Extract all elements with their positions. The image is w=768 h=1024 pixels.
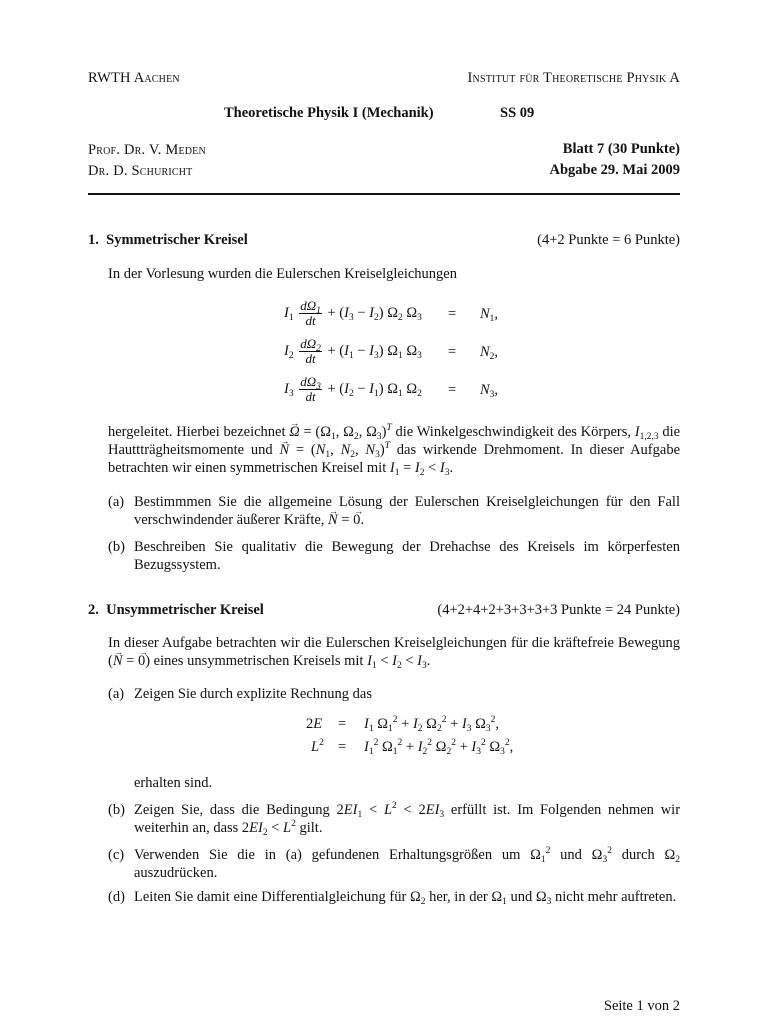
euler-equation-2: $I_2$ $\frac{d\Omega_2}{dt}$ + $(I_1 - I_3)$ $\Omega_1$ $\Omega_3$ xyxy=(284,336,422,366)
problem2-title: Unsymmetrischer Kreisel xyxy=(106,602,264,618)
university-name: RWTH Aachen xyxy=(88,70,180,86)
due-date: Abgabe 29. Mai 2009 xyxy=(549,162,680,178)
euler-equation-3: $I_3$ $\frac{d\Omega_3}{dt}$ + $(I_2 - I_1)$ $\Omega_1$ $\Omega_2$ xyxy=(284,374,422,404)
header-rule xyxy=(88,193,680,195)
professor-name: Prof. Dr. V. Meden xyxy=(88,142,206,158)
exercise-sheet: RWTH Aachen Institut für Theoretische Physik A Theoretische Physik I (Mechanik) SS 09 Prof. Dr. V. Meden Blatt 7 (30 Punkte) Dr. D. Schuricht Abgabe 29. Mai 2009 1. Symmetrischer Kreisel (4+2 Punkte = 6 Punkte) In der Vorlesung wurden die Eulerschen Kreiselgleichungen $I_1$ $\frac{d\Omega_1}{dt}$ + $(I_3 - I_2)$ $\Omega_2$ $\Omega_3$ = $N_1$, $I_2$ $\frac{d\Omega_2}{dt}$ + $(I_1 - I_3)$ $\Omega_1$ $\Omega_3$ = $N_2$, $I_3$ $\frac{d\Omega_3}{dt}$ + $(I_2 - I_1)$ $\Omega_1$ $\Omega_2$ = $N_3$, hergeleitet. Hierbei bezeichnet → $\Omega = (\Omega_1$, $\Omega_2$, $\Omega_3)^T$ die Winkelgeschwindigkeit des Körpers, $I_{1,2,3}$ die Hauttträgheitsmomente und → $N = (N_1$, $N_2$, $N_3)^T$ das wirkende Drehmoment. In dieser Aufgabe betrachten wir einen symmetrischen Kreisel mit $I_1 = I_2 < I_3$. (a) Bestimmmen Sie die allgemeine Lösung der Eulerschen Kreiselgleichungen für den Fall verschwindender äußerer Kräfte, → N = → 0. (b) Beschreiben Sie qualitativ die Bewegung der Drehachse des Kreisels im körperfesten Bezugssystem. 2. Unsymmetrischer Kreisel (4+2+4+2+3+3+3+3 Punkte = 24 Punkte) In dieser Aufgabe betrachten wir die Eulerschen Kreiselgleichungen für die kräftefreie Bewegung (→ N = → 0) eines unsymmetrischen Kreisels mit $I_1 < I_2 < I_3$. (a) Zeigen Sie durch explizite Rechnung das 2E = $I_1$ $\Omega_1^2 + I_2$ $\Omega_2^2 + I_3$ $\Omega_3^2$, $L^2$ = $I_1^2$ $\Omega_1^2 + I_2^2$ $\Omega_2^2 + I_3^2$ $\Omega_3^2$, erhalten sind. (b) Zeigen Sie, dass die Bedingung $2EI_1 < L^2 < 2EI_3$ erfüllt ist. Im Folgenden nehmen wir weiterhin an, dass $2EI_2 < L^2$ gilt. (c) Verwenden Sie die in (a) gefundenen Erhaltungsgrößen um $\Omega_1^2$ und $\Omega_3^2$ durch $\Omega_2$ auszudrücken. (d) Leiten Sie damit eine Differentialgleichung für $\Omega_2$ her, in der $\Omega_1$ und $\Omega_3$ nicht mehr auftreten. Seite 1 von 2 xyxy=(88,0,680,1024)
energy-lhs: 2E xyxy=(306,716,323,732)
angular-momentum-lhs: $L^2$ xyxy=(311,738,324,755)
problem1-description: hergeleitet. Hierbei bezeichnet → $\Omega = (\Omega_1$, $\Omega_2$, $\Omega_3)^T$ die Winkelgeschwindigkeit des Körpers, $I_{1,2,3}$ die Hauttträgheitsmomente und → $N = (N_1$, $N_2$, $N_3)^T$ das wirkende Drehmoment. In dieser Aufgabe betrachten wir einen symmetrischen Kreisel mit $I_1 = I_2 < I_3$. xyxy=(108,423,680,477)
problem2-number: 2. xyxy=(88,602,99,618)
institute-name: Institut für Theoretische Physik A xyxy=(467,70,680,86)
problem2-item-a: (a) Zeigen Sie durch explizite Rechnung das xyxy=(108,686,372,702)
angular-momentum-rhs: $I_1^2$ $\Omega_1^2 + I_2^2$ $\Omega_2^2 + I_3^2$ $\Omega_3^2$, xyxy=(364,738,514,757)
problem1-heading xyxy=(88,232,248,249)
problem1-number: 1. xyxy=(88,232,99,248)
problem1-title: Symmetrischer Kreisel xyxy=(106,232,248,248)
problem2-item-d: (d) Leiten Sie damit eine Differentialgleichung für $\Omega_2$ her, in der $\Omega_1$ und $\Omega_3$ nicht mehr auftreten. xyxy=(108,889,677,907)
page-number: Seite 1 von 2 xyxy=(603,998,680,1014)
problem1-points: (4+2 Punkte = 6 Punkte) xyxy=(537,232,680,248)
energy-rhs: $I_1$ $\Omega_1^2 + I_2$ $\Omega_2^2 + I_3$ $\Omega_3^2$, xyxy=(364,715,499,734)
euler-equation-1: $I_1$ $\frac{d\Omega_1}{dt}$ + $(I_3 - I_2)$ $\Omega_2$ $\Omega_3$ xyxy=(284,298,422,328)
problem2-points: (4+2+4+2+3+3+3+3 Punkte = 24 Punkte) xyxy=(437,602,680,618)
problem1-item-a: (a) Bestimmmen Sie die allgemeine Lösung der Eulerschen Kreiselgleichungen für den Fall verschwindender äußerer Kräfte, → N = → 0. xyxy=(108,493,680,529)
sheet-number: Blatt 7 (30 Punkte) xyxy=(562,141,680,157)
problem2-heading xyxy=(88,602,264,619)
problem1-intro: In der Vorlesung wurden die Eulerschen Kreiselgleichungen xyxy=(108,266,457,282)
problem2-item-b: (b) Zeigen Sie, dass die Bedingung $2EI_1 < L^2 < 2EI_3$ erfüllt ist. Im Folgenden nehmen wir weiterhin an, dass $2EI_2 < L^2$ gilt. xyxy=(108,801,681,838)
problem2-intro: In dieser Aufgabe betrachten wir die Eulerschen Kreiselgleichungen für die kräftefreie Bewegung (→ N = → 0) eines unsymmetrischen Kreisels mit $I_1 < I_2 < I_3$. xyxy=(108,634,680,670)
semester: SS 09 xyxy=(500,105,535,121)
course-title: Theoretische Physik I (Mechanik) xyxy=(224,105,434,121)
problem2-item-a-after: erhalten sind. xyxy=(134,775,213,791)
assistant-name: Dr. D. Schuricht xyxy=(88,163,193,179)
problem1-item-b: (b) Beschreiben Sie qualitativ die Bewegung der Drehachse des Kreisels im körperfesten Bezugssystem. xyxy=(108,539,680,573)
problem2-item-c: (c) Verwenden Sie die in (a) gefundenen Erhaltungsgrößen um $\Omega_1^2$ und $\Omega_3^2$ durch $\Omega_2$ auszudrücken. xyxy=(108,846,681,881)
